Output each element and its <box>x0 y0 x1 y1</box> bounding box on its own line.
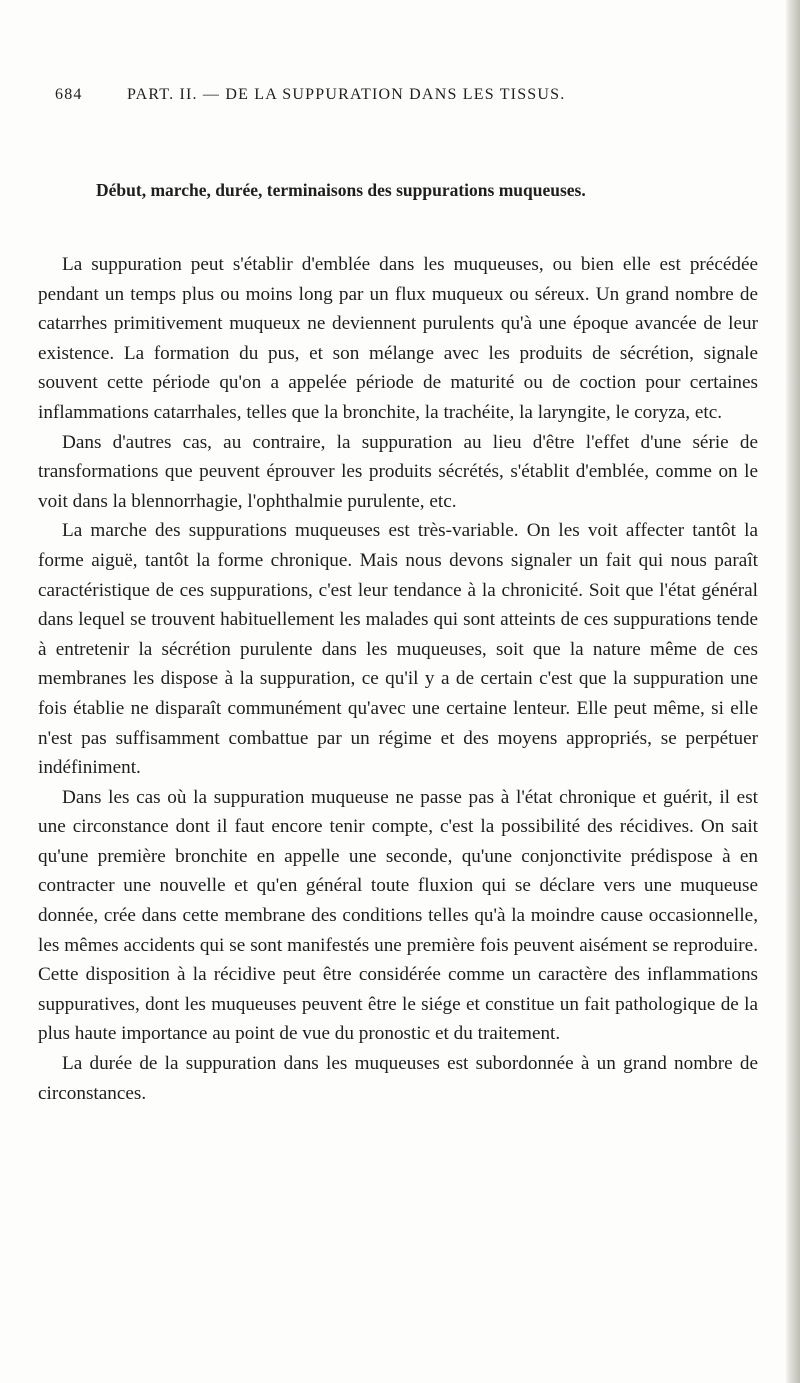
page-header <box>55 86 735 108</box>
page-edge-shadow <box>786 0 800 1383</box>
paragraph: La durée de la suppuration dans les muqueuses est subordonnée à un grand nombre de circonstances. <box>38 1053 758 1104</box>
paragraph: La marche des suppurations muqueuses est très-variable. On les voit affecter tantôt la forme aiguë, tantôt la forme chronique. Mais nous devons signaler un fait qui nous paraît caractéristique de ces suppurations, c'est leur tendance à la chronicité. Soit que l'état général dans lequel se trouvent habituellement les malades qui sont atteints de ces suppurations tende à entretenir la sécrétion purulente dans les muqueuses, soit que la nature même de ces membranes les dispose à la suppuration, ce qu'il y a de certain c'est que la suppuration une fois établie ne disparaît communément qu'avec une certaine lenteur. Elle peut même, si elle n'est pas suffisamment combattue par un régime et des moyens appropriés, se perpétuer indéfiniment. <box>38 520 758 779</box>
paragraph: La suppuration peut s'établir d'emblée dans les muqueuses, ou bien elle est précédée pendant un temps plus ou moins long par un flux muqueux ou séreux. Un grand nombre de catarrhes primitivement muqueux ne deviennent purulents qu'à une époque avancée de leur existence. La formation du pus, et son mélange avec les produits de sécrétion, signale souvent cette période qu'on a appelée période de maturité ou de coction pour certaines inflammations catarrhales, telles que la bronchite, la trachéite, la laryngite, le coryza, etc. <box>38 254 758 423</box>
page-number: 684 <box>55 86 83 103</box>
paragraph: Dans d'autres cas, au contraire, la suppuration au lieu d'être l'effet d'une série de transformations que peuvent éprouver les produits sécrétés, s'établit d'emblée, comme on le voit dans la blennorrhagie, l'ophthalmie purulente, etc. <box>38 431 758 512</box>
section-heading: Début, marche, durée, terminaisons des suppurations muqueuses. <box>96 180 586 200</box>
body-text <box>38 250 758 1108</box>
paragraph: Dans les cas où la suppuration muqueuse ne passe pas à l'état chronique et guérit, il est une circonstance dont il faut encore tenir compte, c'est la possibilité des récidives. On sait qu'une première bronchite en appelle une seconde, qu'une conjonctivite prédispose à en contracter une nouvelle et qu'en général toute fluxion qui se déclare vers une muqueuse donnée, crée dans cette membrane des conditions telles qu'à la moindre cause occasionnelle, les mêmes accidents qui se sont manifestés une première fois peuvent aisément se reproduire. Cette disposition à la récidive peut être considérée comme un caractère des inflammations suppuratives, dont les muqueuses peuvent être le siége et constitue un fait pathologique de la plus haute importance au point de vue du pronostic et du traitement. <box>38 786 758 1045</box>
running-title: PART. II. — DE LA SUPPURATION DANS LES TISSUS. <box>127 86 566 103</box>
